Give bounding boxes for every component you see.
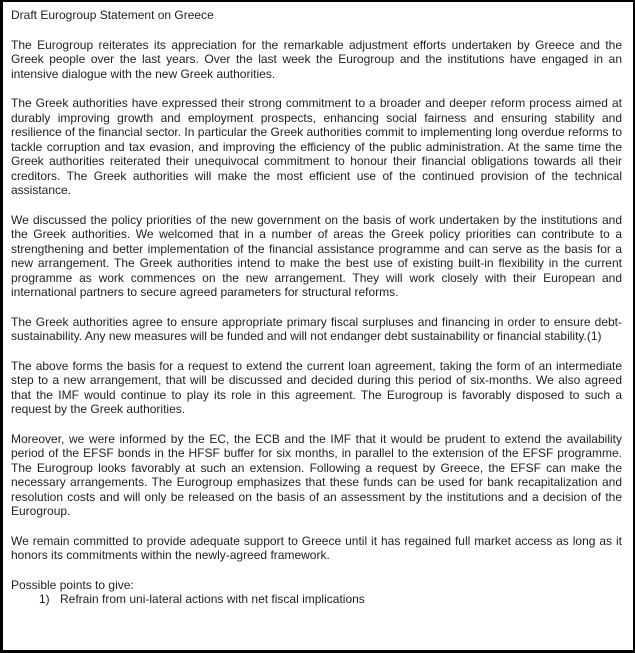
- paragraph-efsf-bonds: Moreover, we were informed by the EC, the ECB and the IMF that it would be prudent to extend the availability period of the EFSF bonds in the HFSF buffer for six months, in parallel to the extension of the EFSF programme. The Eurogroup looks favorably at such an extension. Following a request by Greece, the EFSF can make the necessary arrangements. The Eurogroup emphasizes that these funds can be used for bank recapitalization and resolution costs and will only be released on the basis of an assessment by the institutions and a decision of the Eurogroup.: [11, 431, 622, 518]
- list-item: [11, 592, 622, 607]
- paragraph-greek-commitment: The Greek authorities have expressed their strong commitment to a broader and deeper reform process aimed at durably improving growth and employment prospects, enhancing social fairness and ensuring stability and resilience of the financial sector. In particular the Greek authorities commit to implementing long overdue reforms to tackle corruption and tax evasion, and improving the efficiency of the public administration. At the same time the Greek authorities reiterated their unequivocal commitment to honour their financial obligations towards all their creditors. The Greek authorities will make the most efficient use of the continued provision of the technical assistance.: [11, 96, 622, 197]
- list-item-number: 1): [39, 592, 50, 606]
- paragraph-loan-extension: The above forms the basis for a request to extend the current loan agreement, taking the form of an intermediate step to a new arrangement, that will be discussed and decided during this period of six-months. We also agreed that the IMF would continue to play its role in this agreement. The Eurogroup is favorably disposed to such a request by the Greek authorities.: [11, 358, 622, 416]
- paragraph-fiscal-surpluses: The Greek authorities agree to ensure appropriate primary fiscal surpluses and financing in order to ensure debt-sustainability. Any new measures will be funded and will not endanger debt sustainability or financial stability.(1): [11, 314, 622, 343]
- paragraph-continued-support: We remain committed to provide adequate support to Greece until it has regained full market access as long as it honors its commitments within the newly-agreed framework.: [11, 533, 622, 562]
- list-item-text: Refrain from uni-lateral actions with net fiscal implications: [60, 592, 365, 606]
- paragraph-policy-priorities: We discussed the policy priorities of the new government on the basis of work undertaken by the institutions and the Greek authorities. We welcomed that in a number of areas the Greek policy priorities can contribute to a strengthening and better implementation of the financial assistance programme and can serve as the basis for a new arrangement. The Greek authorities intend to make the best use of existing built-in flexibility in the current programme as work commences on the new arrangement. They will work closely with their European and international partners to secure agreed parameters for structural reforms.: [11, 212, 622, 299]
- paragraph-eurogroup-appreciation: The Eurogroup reiterates its appreciation for the remarkable adjustment efforts undertaken by Greece and the Greek people over the last years. Over the last week the Eurogroup and the institutions have engaged in an intensive dialogue with the new Greek authorities.: [11, 37, 622, 81]
- points-header: Possible points to give:: [11, 577, 134, 592]
- document-title: Draft Eurogroup Statement on Greece: [11, 8, 214, 22]
